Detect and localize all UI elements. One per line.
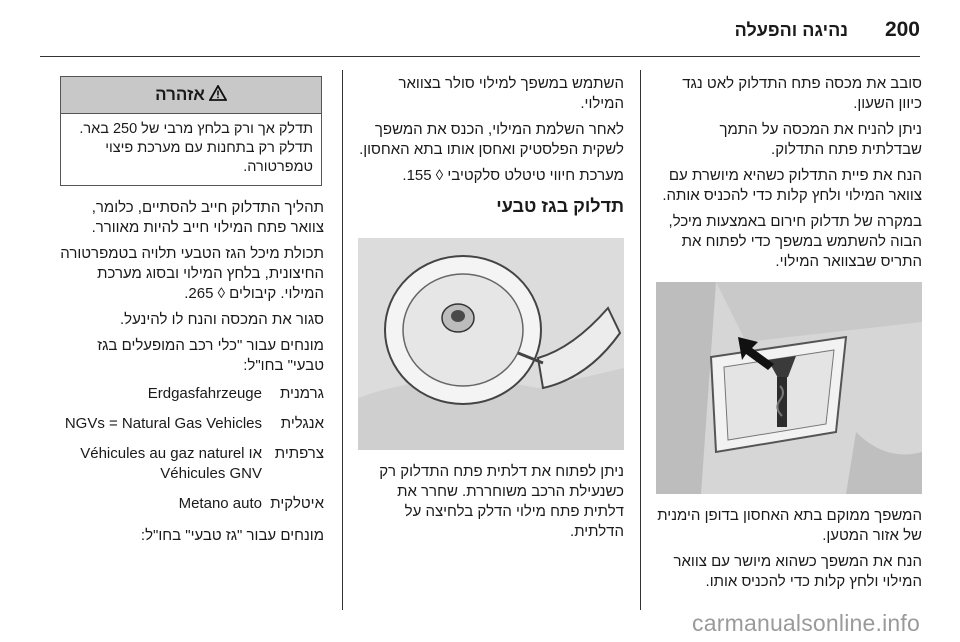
watermark-text: carmanualsonline.info bbox=[692, 610, 920, 636]
term-value: Erdgasfahrzeuge bbox=[147, 385, 262, 402]
right-paragraph-6: הנח את המשפך כשהוא מיושר עם צוואר המילוי ולחץ קלות כדי להכניס אותו. bbox=[673, 553, 922, 590]
left-paragraph-1: תהליך התדלוק חייב להסתיים, כלומר, צוואר פתח המילוי חייב להיות מאוורר. bbox=[91, 199, 324, 236]
right-column-bottom bbox=[656, 506, 922, 598]
right-paragraph-2: ניתן להניח את המכסה על התמך שבדלתית פתח התדלוק. bbox=[719, 121, 922, 158]
left-paragraph-4: מונחים עבור "כלי רכב המופעלים בגז טבעי" בחו"ל: bbox=[97, 337, 324, 374]
middle-paragraph-4: ניתן לפתוח את דלתית פתח התדלוק רק כשנעילת הרכב משוחררת. שחרר את דלתית פתח מילוי הדלק בלחיצה על הדלתית. bbox=[379, 463, 624, 540]
right-column-top bbox=[656, 74, 922, 278]
term-row-german bbox=[60, 384, 324, 404]
right-paragraph-5: המשפך ממוקם בתא האחסון בדופן הימנית של אזור המטען. bbox=[657, 507, 922, 544]
term-language: איטלקית bbox=[270, 495, 324, 512]
funnel-storage-photo bbox=[656, 282, 922, 494]
term-value: Véhicules au gaz naturel או Véhicules GNV bbox=[80, 445, 262, 482]
warning-triangle-icon bbox=[209, 85, 227, 106]
middle-column-top bbox=[358, 74, 624, 216]
middle-column-bottom bbox=[358, 462, 624, 548]
left-paragraph-2: תכולת מיכל הגז הטבעי תלויה בטמפרטורה החיצונית, בלחץ המילוי ובסוג מערכת המילוי. קיבולים ◊ 265. bbox=[60, 245, 324, 302]
right-paragraph-3: הנח את פיית התדלוק כשהיא מיושרת עם צוואר המילוי ולחץ קלות כדי להכניס אותה. bbox=[662, 167, 922, 204]
column-divider-right bbox=[640, 70, 641, 610]
header-divider bbox=[40, 56, 920, 57]
middle-paragraph-3: מערכת חיווי טיטלט סלקטיבי ◊ 155. bbox=[402, 167, 624, 184]
term-value: NGVs = Natural Gas Vehicles bbox=[64, 415, 262, 432]
term-language: גרמנית bbox=[279, 385, 324, 402]
funnel-storage-illustration bbox=[656, 282, 922, 494]
term-language: אנגלית bbox=[280, 415, 324, 432]
left-column-body bbox=[60, 198, 324, 552]
warning-header bbox=[61, 77, 321, 114]
term-row-italian bbox=[60, 494, 324, 514]
warning-text: תדלק אך ורק בלחץ מרבי של 250 באר. תדלק רק בתחנות עם מערכת פיצוי טמפרטורה. bbox=[79, 121, 313, 175]
left-paragraph-3: סגור את המכסה והנח לו להינעל. bbox=[120, 311, 324, 328]
page-title: נהיגה והפעלה bbox=[734, 20, 848, 40]
warning-box bbox=[60, 76, 322, 186]
term-value: Metano auto bbox=[178, 495, 262, 512]
middle-paragraph-1: השתמש במשפך למילוי סולר בצוואר המילוי. bbox=[398, 75, 624, 112]
term-language: צרפתית bbox=[274, 445, 324, 462]
column-divider-left bbox=[342, 70, 343, 610]
fuel-flap-illustration bbox=[358, 238, 624, 450]
fuel-flap-photo bbox=[358, 238, 624, 450]
term-row-english bbox=[60, 414, 324, 434]
warning-title: אזהרה bbox=[155, 85, 205, 104]
middle-paragraph-2: לאחר השלמת המילוי, הכנס את המשפך לשקית הפלסטיק ואחסן אותו בתא האחסון. bbox=[359, 121, 624, 158]
page-number: 200 bbox=[884, 18, 920, 41]
right-paragraph-4: במקרה של תדלוק חירום באמצעות מיכל, הבוה להשתמש במשפך כדי לפתוח את התריס שבצוואר המילוי. bbox=[668, 213, 922, 270]
section-heading-natural-gas: תדלוק בגז טבעי bbox=[496, 196, 624, 216]
term-row-french bbox=[60, 444, 324, 484]
left-paragraph-5: מונחים עבור "גז טבעי" בחו"ל: bbox=[140, 527, 324, 544]
right-paragraph-1: סובב את מכסה פתח התדלוק לאט נגד כיוון השעון. bbox=[682, 75, 922, 112]
